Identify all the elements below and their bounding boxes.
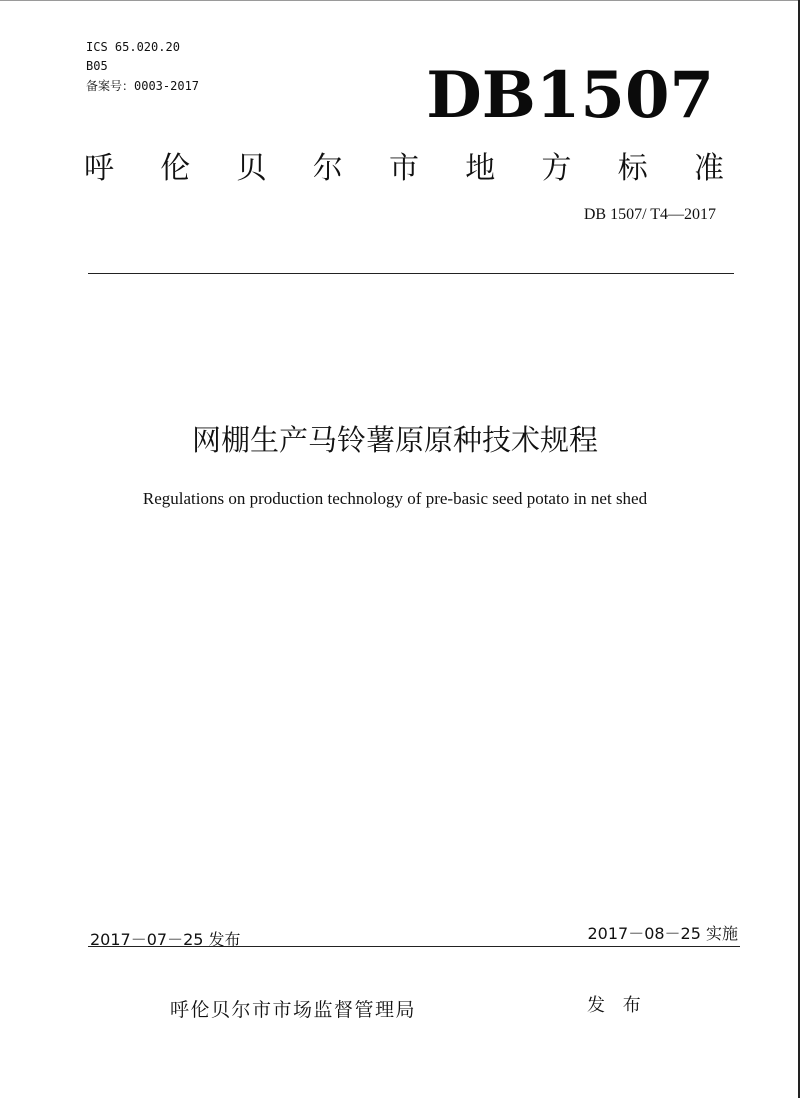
- standard-type-char: 伦: [160, 151, 191, 186]
- standard-type-char: 贝: [236, 151, 267, 186]
- standard-type-heading: [84, 147, 724, 191]
- standard-type-char: 呼: [84, 151, 114, 186]
- filing-number: 备案号：0003-2017: [86, 79, 200, 93]
- footer-divider: [88, 946, 740, 947]
- scan-edge-top: [0, 0, 800, 1]
- standard-type-char: 地: [465, 151, 496, 186]
- standard-type-char: 准: [694, 151, 724, 186]
- classification-code: B05: [86, 59, 108, 73]
- implementation-date: 2017－08－25 实施: [587, 924, 738, 943]
- standard-type-char: 市: [389, 151, 419, 186]
- issue-date: 2017－07－25 发布: [90, 930, 241, 949]
- header-divider: [88, 273, 734, 274]
- ics-code: ICS 65.020.20: [86, 40, 180, 54]
- standard-number: DB 1507/ T4—2017: [583, 206, 716, 223]
- document-title-english: Regulations on production technology of pre-basic seed potato in net shed: [142, 489, 648, 508]
- issuing-authority: 呼伦贝尔市市场监督管理局: [170, 999, 417, 1021]
- standard-type-char: 尔: [312, 151, 343, 186]
- standard-type-char: 标: [617, 151, 648, 186]
- standard-type-char: 方: [541, 151, 572, 186]
- publish-label: 发 布: [587, 995, 647, 1016]
- standard-code-heading: DB1507: [426, 58, 714, 133]
- document-title-chinese: 网棚生产马铃薯原原种技术规程: [191, 423, 598, 457]
